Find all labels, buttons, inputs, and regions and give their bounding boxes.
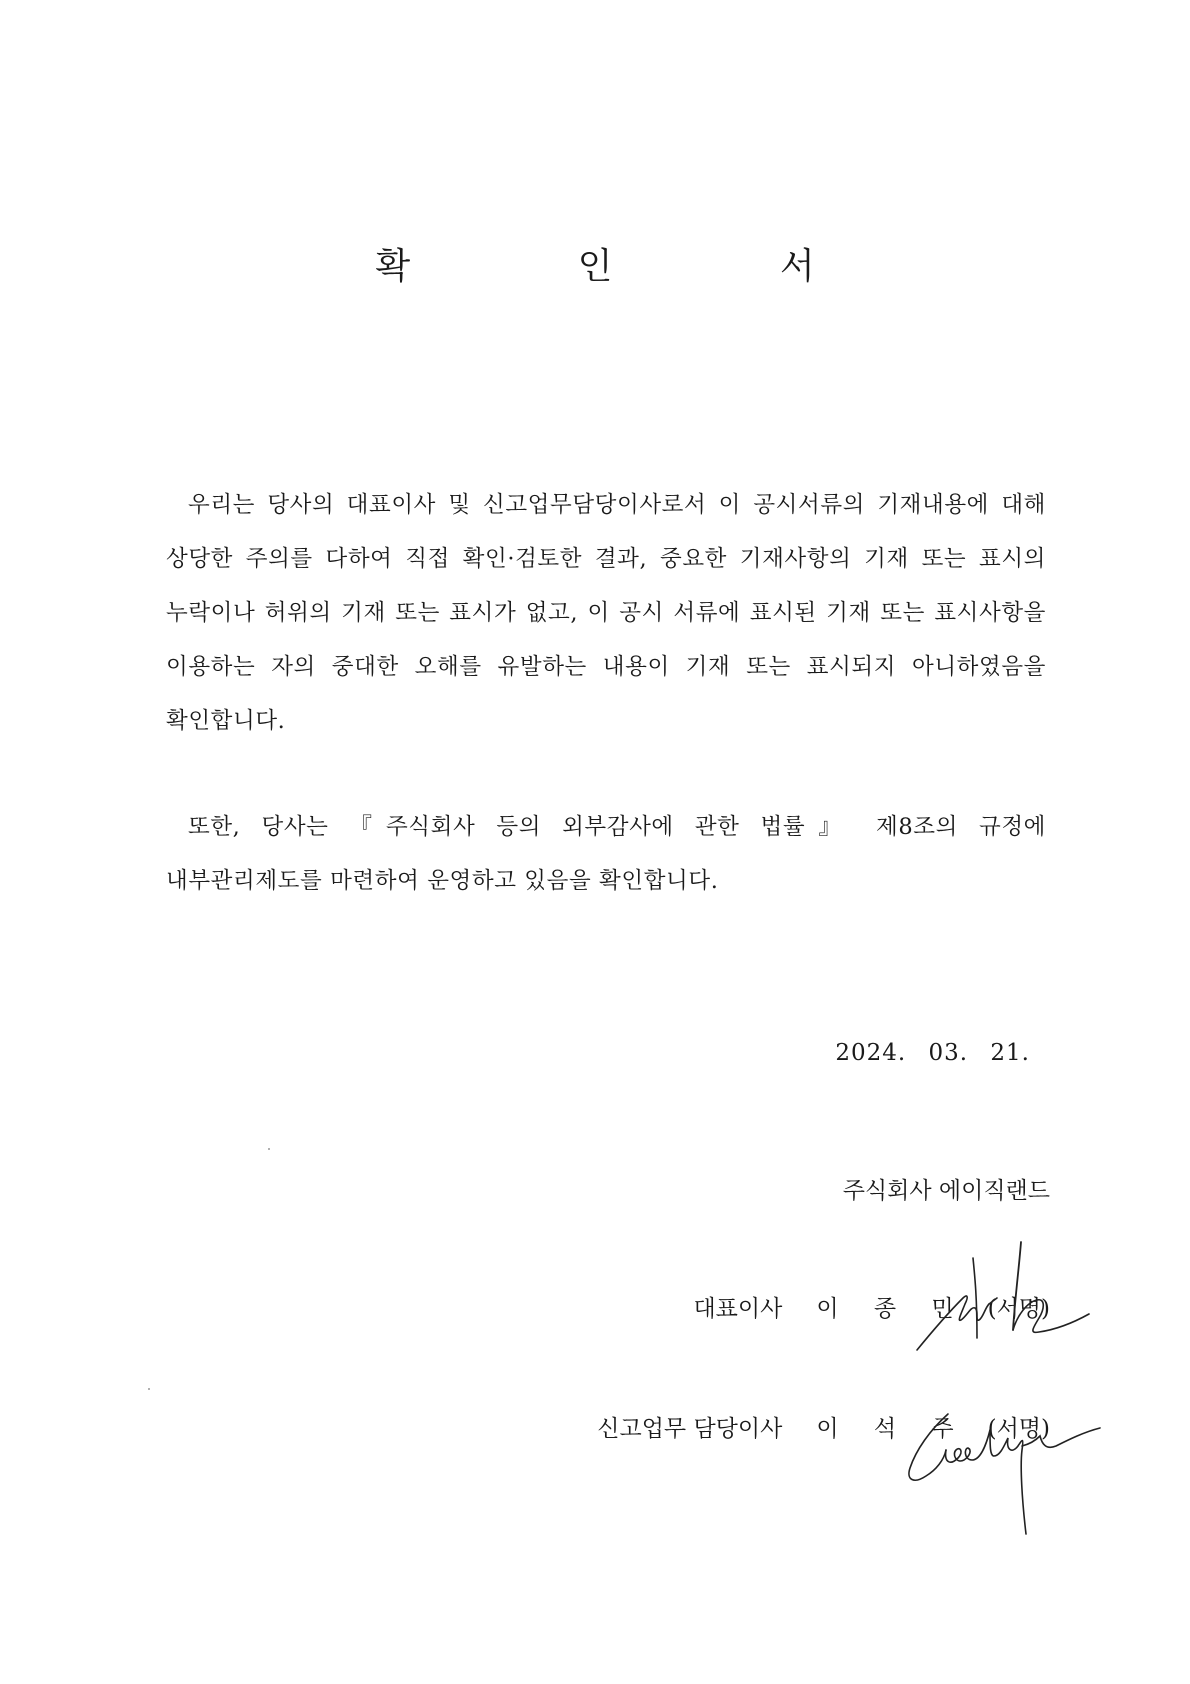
internal-control-paragraph: 또한, 당사는 『주식회사 등의 외부감사에 관한 법률』 제8조의 규정에 내부관리제도를 마련하여 운영하고 있음을 확인합니다. (166, 814, 1046, 894)
signer-disclosure-officer (597, 1410, 1050, 1443)
company-name: 주식회사 에이직랜드 (842, 1178, 1050, 1204)
scan-speck (268, 1148, 270, 1150)
signer-name: 이 석 주 (816, 1416, 968, 1442)
signature-mark-label: (서명) (987, 1416, 1050, 1442)
signer-ceo (693, 1290, 1050, 1323)
document-date: 2024. 03. 21. (835, 1040, 1030, 1066)
confirmation-paragraph: 우리는 당사의 대표이사 및 신고업무담당이사로서 이 공시서류의 기재내용에 대해 상당한 주의를 다하여 직접 확인·검토한 결과, 중요한 기재사항의 기재 또는 표시의 누락이나 허위의 기재 또는 표시가 없고, 이 공시 서류에 표시된 기재 또는 표시사항을 이용하는 자의 중대한 오해를 유발하는 내용이 기재 또는 표시되지 아니하였음을 확인합니다. (166, 492, 1046, 734)
signer-role: 신고업무 담당이사 (597, 1416, 783, 1442)
signature-mark-label: (서명) (987, 1296, 1050, 1322)
document-title: 확 인 서 (375, 246, 893, 287)
signer-role: 대표이사 (693, 1296, 783, 1322)
scan-speck (148, 1388, 150, 1390)
signer-name: 이 종 민 (816, 1296, 968, 1322)
